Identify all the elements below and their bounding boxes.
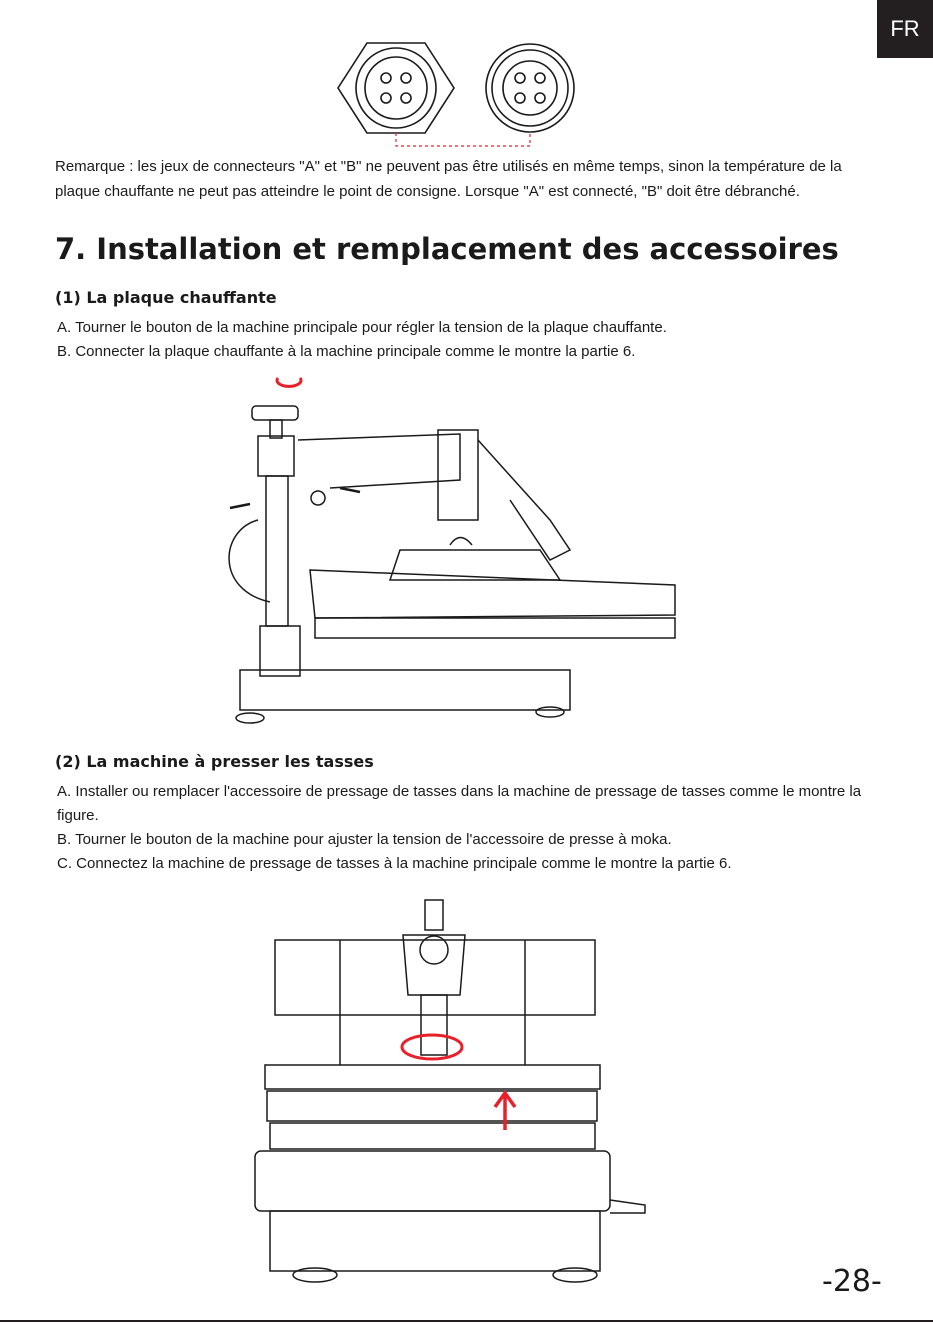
page-number: -28- [822,1264,882,1299]
mug-press-step-a: A. Installer ou remplacer l'accessoire de pressage de tasses dans la machine de pressage de tasses comme le montre la figure. [57,783,862,824]
heat-plate-step-a: A. Tourner le bouton de la machine principale pour régler la tension de la plaque chauffante. [57,319,667,336]
remark-text: Remarque : les jeux de connecteurs "A" et "B" ne peuvent pas être utilisés en même temps, sinon la température de la plaque chauffante ne peut pas atteindre le point de consigne. Lorsque "A" est connecté, "B" doit être débranché. [55,158,842,200]
connector-figure [330,38,590,163]
heat-plate-step-b: B. Connecter la plaque chauffante à la machine principale comme le montre la partie 6. [57,343,636,360]
connector-a-icon [338,43,454,133]
rotate-arrow-icon [277,378,301,386]
mug-press-figure [245,895,665,1285]
heat-plate-steps [57,316,887,364]
mug-press-step-b: B. Tourner le bouton de la machine pour ajuster la tension de l'accessoire de presse à moka. [57,831,672,848]
language-tab: FR [877,0,933,58]
mug-press-title: (2) La machine à presser les tasses [55,752,374,771]
heat-press-figure [210,370,690,730]
mug-press-steps [57,780,887,876]
bottom-rule [0,1320,933,1322]
heat-plate-title: (1) La plaque chauffante [55,288,277,307]
mug-press-step-c: C. Connectez la machine de pressage de tasses à la machine principale comme le montre la partie 6. [57,855,732,872]
connector-b-icon [486,44,574,132]
up-arrow-icon [495,1093,515,1130]
dashed-link [396,133,530,146]
section-title: 7. Installation et remplacement des accessoires [55,232,839,266]
